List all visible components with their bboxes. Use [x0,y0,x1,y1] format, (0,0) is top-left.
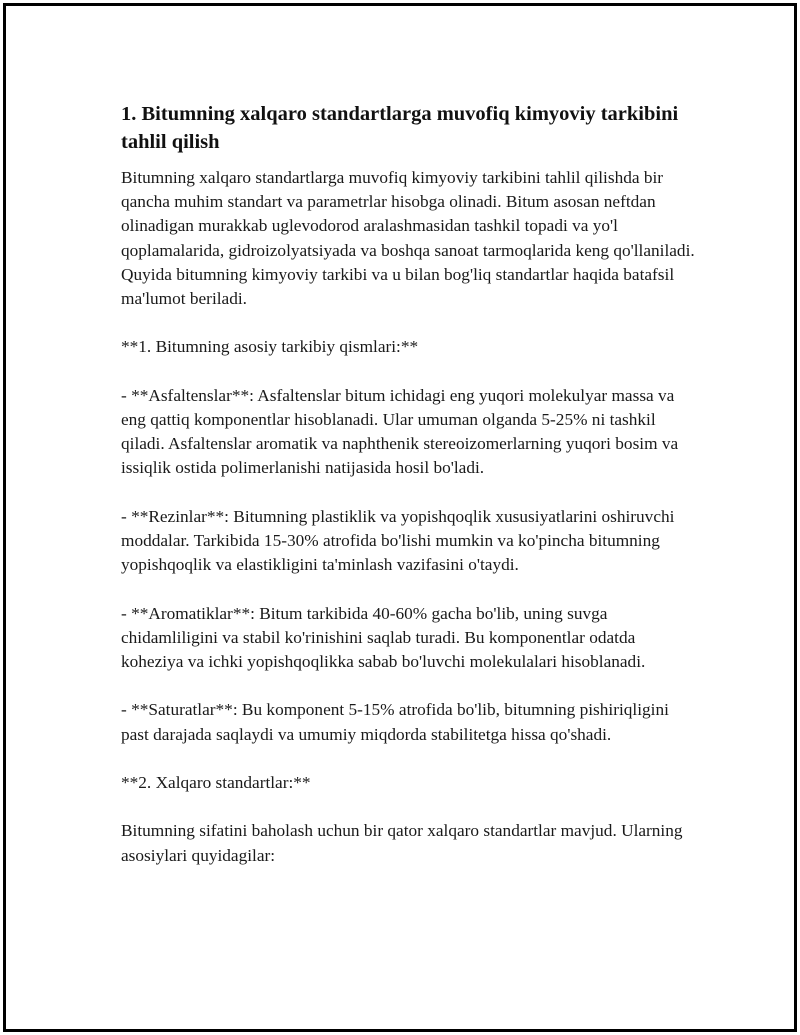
section-heading-standards: **2. Xalqaro standartlar:** [121,772,311,792]
standards-paragraph: Bitumning sifatini baholash uchun bir qator xalqaro standartlar mavjud. Ularning asosiylari quyidagilar: [121,821,683,865]
page-frame [3,3,797,1032]
document-body [121,100,701,892]
list-item-rezinlar: - **Rezinlar**: Bitumning plastiklik va yopishqoqlik xususiyatlarini oshiruvchi moddalar. Tarkibida 15-30% atrofida bo'lishi mumkin va ko'pincha bitumning yopishqoqlik va elastikligini ta'minlash vazifasini o'taydi. [121,506,675,575]
document-title: 1. Bitumning xalqaro standartlarga muvofiq kimyoviy tarkibini tahlil qilish [121,103,679,153]
list-item-saturatlar: - **Saturatlar**: Bu komponent 5-15% atrofida bo'lib, bitumning pishiriqligini past darajada saqlaydi va umumiy miqdorda stabilitetga hissa qo'shadi. [121,700,669,744]
intro-paragraph: Bitumning xalqaro standartlarga muvofiq kimyoviy tarkibini tahlil qilishda bir qancha muhim standart va parametrlar hisobga olinadi. Bitum asosan neftdan olinadigan murakkab uglevodorod aralashmasidan tashkil topadi va yo'l qoplamalarida, gidroizolyatsiyada va boshqa sanoat tarmoqlarida keng qo'llaniladi. Quyida bitumning kimyoviy tarkibi va u bilan bog'liq standartlar haqida batafsil ma'lumot beriladi. [121,168,695,309]
list-item-asfaltenslar: - **Asfaltenslar**: Asfaltenslar bitum ichidagi eng yuqori molekulyar massa va eng qattiq komponentlar hisoblanadi. Ular umuman olganda 5-25% ni tashkil qiladi. Asfaltenslar aromatik va naphthenik stereoizomerlarning yuqori bosim va issiqlik ostida polimerlanishi natijasida hosil bo'ladi. [121,385,679,478]
section-heading-components: **1. Bitumning asosiy tarkibiy qismlari:** [121,337,419,357]
list-item-aromatiklar: - **Aromatiklar**: Bitum tarkibida 40-60% gacha bo'lib, uning suvga chidamliligini va stabil ko'rinishini saqlab turadi. Bu komponentlar odatda koheziya va ichki yopishqoqlikka sabab bo'luvchi molekulalari hisoblanadi. [121,603,646,671]
